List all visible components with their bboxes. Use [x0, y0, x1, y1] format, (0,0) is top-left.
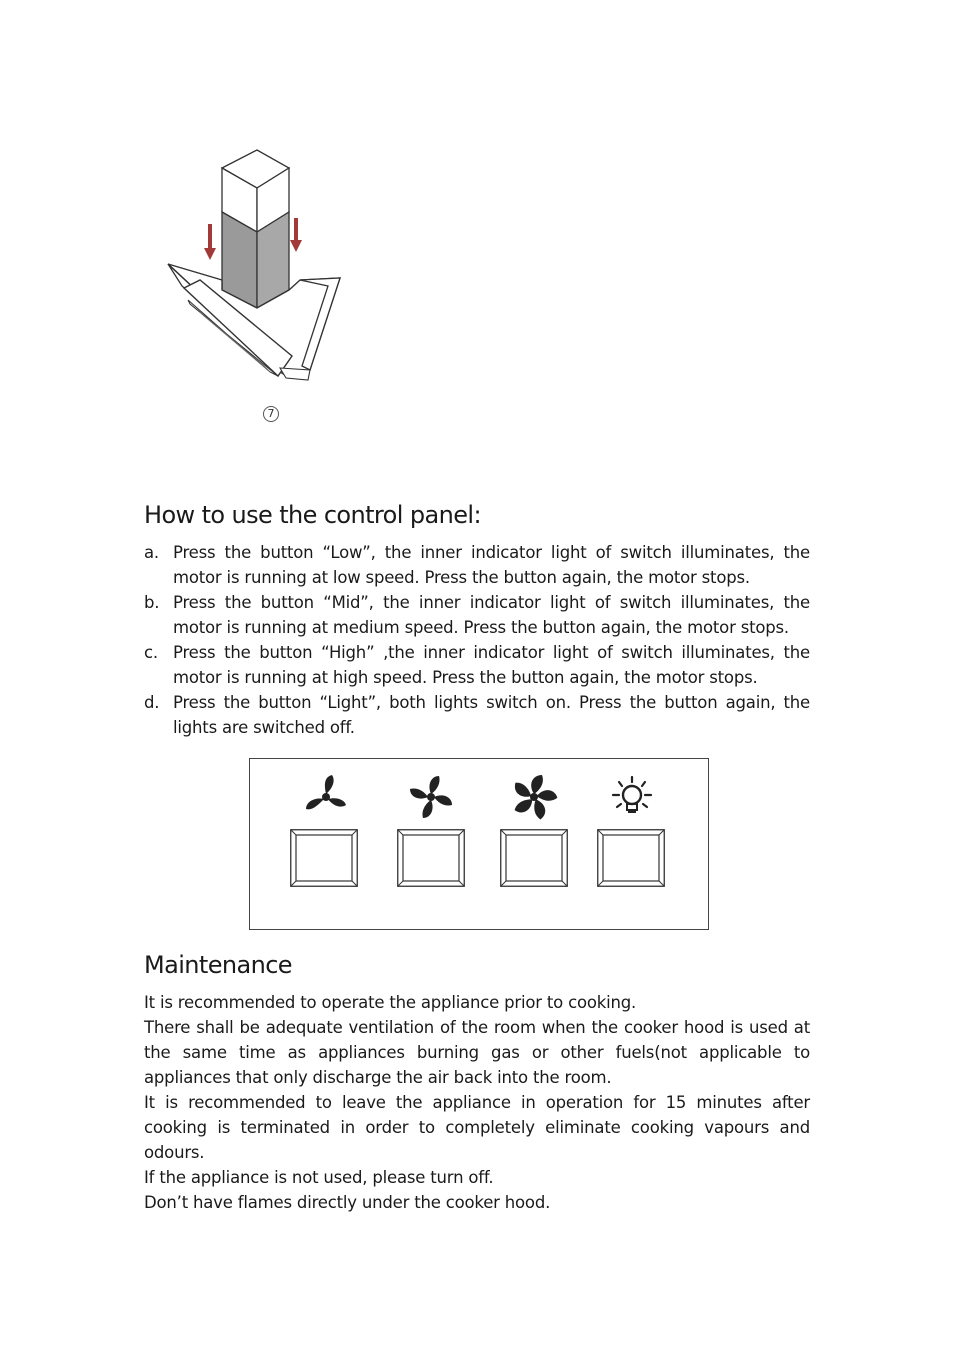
paragraph: It is recommended to operate the appliance prior to cooking.	[144, 993, 637, 1012]
maintenance-heading: Maintenance	[144, 951, 292, 979]
step-marker: b.	[144, 593, 160, 612]
list-item	[144, 590, 810, 640]
paragraph: It is recommended to leave the appliance in operation for 15 minutes after cooking is terminated in order to completely eliminate cooking vapours and odours.	[144, 1093, 810, 1162]
figure-number-badge	[263, 406, 279, 422]
paragraph: There shall be adequate ventilation of the room when the cooker hood is used at the same time as appliances burning gas or other fuels(not applicable to appliances that only discharge the air back into the room.	[144, 1018, 810, 1087]
installation-figure	[160, 140, 360, 430]
step-marker: a.	[144, 543, 159, 562]
step-text: Press the button “Mid”, the inner indicator light of switch illuminates, the motor is running at medium speed. Press the button again, the motor stops.	[173, 593, 810, 637]
fan-low-icon	[300, 771, 352, 823]
light-button[interactable]	[597, 829, 665, 887]
step-marker: d.	[144, 693, 160, 712]
control-panel-heading: How to use the control panel:	[144, 501, 481, 529]
fan-high-icon	[508, 771, 560, 823]
light-bulb-icon	[606, 771, 658, 823]
mid-button[interactable]	[397, 829, 465, 887]
figure-number: 7	[267, 407, 275, 420]
list-item	[144, 540, 810, 590]
paragraph: Don’t have flames directly under the cooker hood.	[144, 1193, 551, 1212]
maintenance-text	[144, 990, 810, 1215]
list-item	[144, 690, 810, 740]
control-steps-list	[144, 540, 810, 740]
list-item	[144, 640, 810, 690]
fan-mid-icon	[405, 771, 457, 823]
control-panel-diagram	[249, 758, 709, 930]
low-button[interactable]	[290, 829, 358, 887]
paragraph: If the appliance is not used, please turn off.	[144, 1168, 494, 1187]
step-text: Press the button “Low”, the inner indicator light of switch illuminates, the motor is running at low speed. Press the button again, the motor stops.	[173, 543, 810, 587]
high-button[interactable]	[500, 829, 568, 887]
step-text: Press the button “Light”, both lights switch on. Press the button again, the lights are switched off.	[173, 693, 810, 737]
step-marker: c.	[144, 643, 158, 662]
step-text: Press the button “High” ,the inner indicator light of switch illuminates, the motor is running at high speed. Press the button again, the motor stops.	[173, 643, 810, 687]
